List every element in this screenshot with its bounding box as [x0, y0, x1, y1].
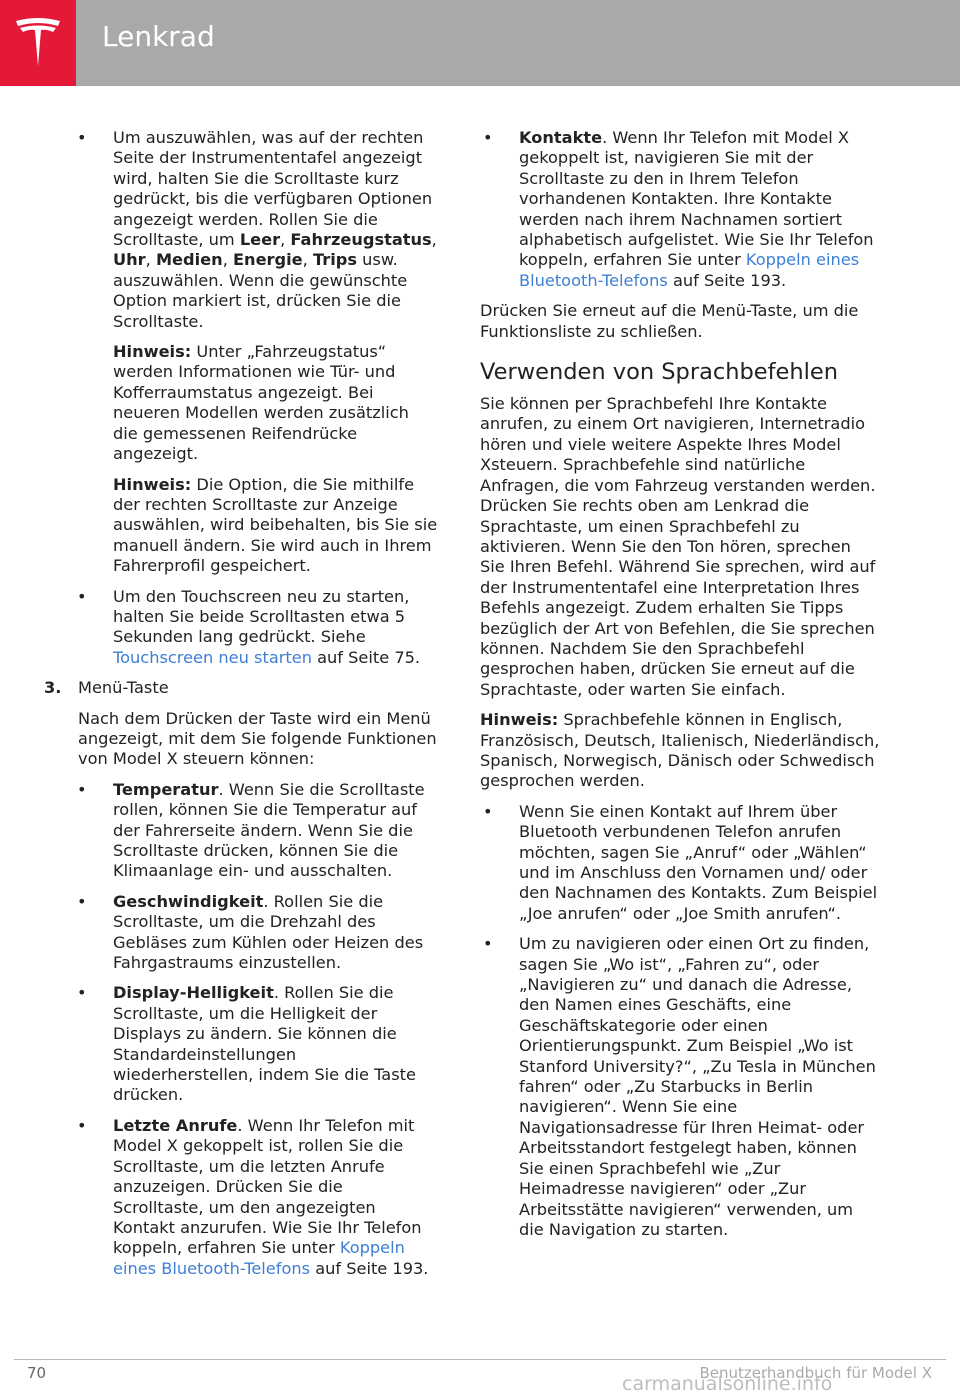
paragraph: Sie können per Sprachbefehl Ihre Kontakte anrufen, zu einem Ort navigieren, Internetradio hören und viele weitere Aspekte Ihres Model Xsteuern. Sprachbefehle sind natürliche Anfragen, die vom Fahrzeug verstanden werden. Drücken Sie rechts oben am Lenkrad die Sprachtaste, um einen Sprachbefehl zu aktivieren. Wenn Sie den Ton hören, sprechen Sie Ihren Befehl. Während Sie sprechen, wird auf der Instrumententafel eine Interpretation Ihres Befehls angezeigt. Zudem erhalten Sie Tipps bezüglich der Art von Befehlen, die Sie sprechen können. Nachdem Sie den Sprachbefehl gesprochen haben, drücken Sie erneut auf die Sprachtaste, oder warten Sie einfach. [480, 394, 876, 699]
note: Hinweis: Die Option, die Sie mithilfe der rechten Scrolltaste zur Anzeige auswählen, wird beibehalten, bis Sie sie manuell ändern. Sie wird auch in Ihrem Fahrerprofil gespeichert. [113, 474, 438, 576]
tesla-logo-icon [13, 16, 63, 70]
page-title: Lenkrad [102, 20, 215, 53]
list-item: • Geschwindigkeit. Rollen Sie die Scrolltaste, um die Drehzahl des Gebläses zum Kühlen oder Heizen des Fahrgastraums einzustellen. [74, 892, 438, 974]
document-title: Benutzerhandbuch für Model X [699, 1364, 932, 1382]
left-column [44, 128, 438, 1289]
note: Hinweis: Sprachbefehle können in Englisch, Französisch, Deutsch, Italienisch, Niederländisch, Spanisch, Norwegisch, Dänisch oder Schwedisch gesprochen werden. [480, 710, 880, 791]
list-item: • Wenn Sie einen Kontakt auf Ihrem über Bluetooth verbundenen Telefon anrufen möchten, sagen Sie „Anruf“ oder „Wählen“ und im Anschluss den Vornamen und/ oder den Nachnamen des Kontakts. Zum Beispiel „Joe anrufen“ oder „Joe Smith anrufen“. [480, 802, 880, 924]
link-bluetooth-pairing[interactable]: Koppeln eines Bluetooth-Telefons [519, 250, 860, 290]
footer-divider [14, 1359, 946, 1360]
link-touchscreen-restart[interactable]: Touchscreen neu starten [113, 647, 312, 667]
list-item: • Um den Touchscreen neu zu starten, halten Sie beide Scrolltasten etwa 5 Sekunden lang gedrückt. Siehe Touchscreen neu starten auf Seite 75. [74, 587, 438, 669]
section-heading: Verwenden von Sprachbefehlen [480, 359, 839, 386]
list-item: • Letzte Anrufe. Wenn Ihr Telefon mit Model X gekoppelt ist, rollen Sie die Scrolltaste, um die letzten Anrufe anzuzeigen. Drücken Sie die Scrolltaste, um den angezeigten Kontakt anzurufen. Wie Sie Ihr Telefon koppeln, erfahren Sie unter Koppeln eines Bluetooth-Telefons auf Seite 193. [74, 1116, 438, 1279]
list-item: • Um auszuwählen, was auf der rechten Seite der Instrumententafel angezeigt wird, halten Sie die Scrolltaste kurz gedrückt, bis die verfügbaren Optionen angezeigt werden. Rollen Sie die Scrolltaste, um Leer, Fahrzeugstatus, Uhr, Medien, Energie, Trips usw. auszuwählen. Wenn die gewünschte Option markiert ist, drücken Sie die Scrolltaste. [74, 128, 438, 332]
tesla-logo [0, 0, 76, 86]
page-header [0, 0, 960, 86]
paragraph: Drücken Sie erneut auf die Menü-Taste, um die Funktionsliste zu schließen. [480, 301, 859, 341]
page-number: 70 [27, 1364, 47, 1382]
paragraph: Nach dem Drücken der Taste wird ein Menü angezeigt, mit dem Sie folgende Funktionen von Model X steuern können: [78, 708, 437, 769]
right-column [480, 128, 880, 1250]
list-item: • Temperatur. Wenn Sie die Scrolltaste rollen, können Sie die Temperatur auf der Fahrerseite ändern. Wenn Sie die Scrolltaste drücken, können Sie die Klimaanlage ein- und ausschalten. [74, 780, 438, 882]
watermark: carmanualsonline.info [622, 1373, 833, 1395]
link-bluetooth-pairing[interactable]: Koppeln eines Bluetooth-Telefons [113, 1238, 405, 1278]
list-item: • Display-Helligkeit. Rollen Sie die Scrolltaste, um die Helligkeit der Displays zu ändern. Sie können die Standardeinstellungen wiederherstellen, indem Sie die Taste drücken. [74, 983, 438, 1105]
note: Hinweis: Unter „Fahrzeugstatus“ werden Informationen wie Tür- und Kofferraumstatus angezeigt. Bei neueren Modellen werden zusätzlich die gemessenen Reifendrücke angezeigt. [113, 342, 409, 464]
list-item: • Um zu navigieren oder einen Ort zu finden, sagen Sie „Wo ist“, „Fahren zu“, oder „Navigieren zu“ und danach die Adresse, den Namen eines Geschäfts, eine Geschäftskategorie oder einen Orientierungspunkt. Zum Beispiel „Wo ist Stanford University?“, „Zu Tesla in München fahren“ oder „Zu Starbucks in Berlin navigieren“. Wenn Sie eine Navigationsadresse für Ihren Heimat- oder Arbeitsstandort festgelegt haben, können Sie einen Sprachbefehl wie „Zur Heimadresse navigieren“ oder „Zur Arbeitsstätte navigieren“ verwenden, um die Navigation zu starten. [480, 934, 880, 1240]
numbered-item: 3. Menü-Taste [44, 678, 169, 698]
list-item: • Kontakte. Wenn Ihr Telefon mit Model X gekoppelt ist, navigieren Sie mit der Scrolltaste zu den in Ihrem Telefon vorhandenen Kontakten. Ihre Kontakte werden nach ihrem Nachnamen sortiert alphabetisch aufgelistet. Wie Sie Ihr Telefon koppeln, erfahren Sie unter Koppeln eines Bluetooth-Telefons auf Seite 193. [480, 128, 880, 291]
